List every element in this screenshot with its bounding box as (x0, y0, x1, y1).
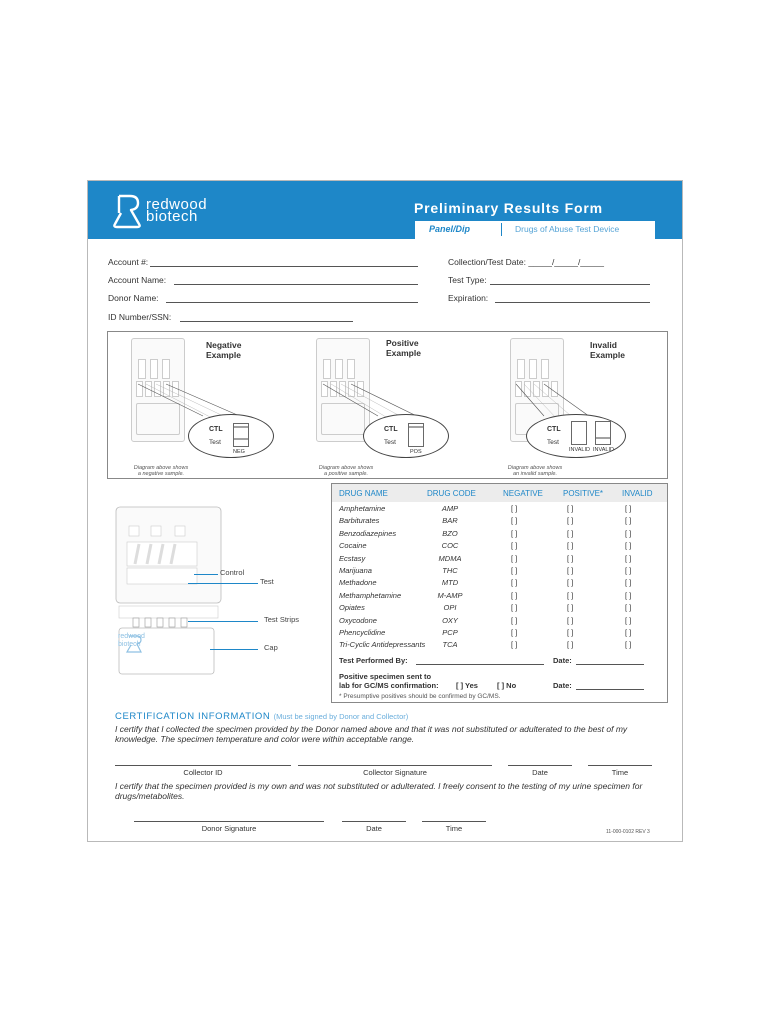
invalid-strip-icon-2 (595, 421, 611, 445)
invalid-checkbox[interactable]: [ ] (625, 504, 632, 513)
invalid-checkbox[interactable]: [ ] (625, 590, 632, 600)
negative-checkbox[interactable]: [ ] (511, 615, 518, 625)
table-row (332, 616, 667, 628)
test-label: Test (260, 577, 274, 586)
table-row (332, 516, 667, 528)
account-name-field[interactable] (174, 284, 418, 285)
positive-checkbox[interactable]: [ ] (567, 628, 574, 637)
ctl-label: CTL (547, 426, 561, 433)
positive-checkbox[interactable]: [ ] (567, 590, 574, 600)
invalid-checkbox[interactable]: [ ] (625, 528, 632, 538)
negative-checkbox[interactable]: [ ] (511, 640, 518, 650)
test-label: Test (384, 439, 396, 446)
cap-callout-line (210, 649, 258, 650)
donor-signature-label: Donor Signature (201, 824, 257, 833)
test-performed-by-label: Test Performed By: (339, 656, 408, 665)
positive-checkbox[interactable]: [ ] (567, 603, 574, 613)
drug-name-cell: Ecstasy (339, 553, 366, 563)
collector-time-label: Time (611, 768, 629, 777)
expiration-field[interactable] (495, 302, 650, 303)
expiration-label: Expiration: (448, 293, 489, 303)
invalid-checkbox[interactable]: [ ] (625, 603, 632, 613)
test-device-diagram (115, 506, 222, 675)
invalid-result-label-2: INVALID (593, 447, 614, 453)
negative-checkbox[interactable]: [ ] (511, 516, 518, 526)
table-row (332, 566, 667, 578)
drug-code-cell: THC (442, 566, 458, 575)
negative-checkbox[interactable]: [ ] (511, 553, 518, 563)
invalid-checkbox[interactable]: [ ] (625, 615, 632, 625)
negative-checkbox[interactable]: [ ] (511, 603, 518, 613)
table-row (332, 603, 667, 615)
invalid-result-label-1: INVALID (569, 447, 590, 453)
account-number-field[interactable] (150, 266, 418, 267)
drug-code-cell: MTD (441, 578, 459, 588)
drug-code-cell: OXY (442, 615, 458, 625)
table-row (332, 554, 667, 566)
certification-title (115, 711, 408, 722)
positive-checkbox[interactable]: [ ] (567, 528, 574, 538)
invalid-checkbox[interactable]: [ ] (625, 640, 632, 650)
example-caption-l1: Diagram above shows (318, 465, 374, 471)
control-label: Control (220, 568, 245, 577)
donor-date-label: Date (366, 824, 382, 833)
drug-code-cell: OPI (443, 603, 457, 613)
drug-name-cell: Oxycodone (339, 615, 377, 625)
negative-checkbox[interactable]: [ ] (511, 541, 518, 551)
ctl-label: CTL (209, 426, 223, 433)
redwood-logo-icon (110, 193, 144, 229)
collection-date-field[interactable]: Collection/Test Date: _____/_____/_____ (448, 257, 604, 267)
negative-checkbox[interactable]: [ ] (511, 504, 518, 513)
gcms-label-line2: lab for GC/MS confirmation: (339, 681, 439, 690)
negative-checkbox[interactable]: [ ] (511, 628, 518, 637)
subtitle-tab (415, 221, 655, 239)
table-row (332, 504, 667, 516)
invalid-checkbox[interactable]: [ ] (625, 628, 632, 637)
drug-code-cell: TCA (442, 640, 458, 650)
pos-result-label: POS (410, 449, 422, 455)
id-number-label: ID Number/SSN: (108, 312, 172, 322)
table-row (332, 578, 667, 590)
drug-results-table (331, 483, 668, 703)
table-row (332, 529, 667, 541)
device-logo-line2: biotech (118, 641, 141, 648)
drug-name-cell: Opiates (339, 603, 365, 613)
collector-date-label: Date (532, 768, 548, 777)
collector-signature-label: Collector Signature (363, 768, 427, 777)
col-invalid: INVALID (622, 489, 653, 498)
negative-checkbox[interactable]: [ ] (511, 590, 518, 600)
subtab-primary: Panel/Dip (429, 224, 471, 234)
ctl-label: CTL (384, 426, 398, 433)
drug-code-cell: BAR (442, 516, 458, 526)
drug-code-cell: COC (441, 541, 459, 551)
table-header (332, 484, 667, 502)
invalid-checkbox[interactable]: [ ] (625, 516, 632, 526)
collector-signature-field[interactable] (298, 765, 492, 766)
positive-example (293, 332, 480, 480)
id-number-field[interactable] (180, 321, 353, 322)
donor-time-field[interactable] (422, 821, 486, 822)
col-positive: POSITIVE* (563, 489, 604, 498)
negative-checkbox[interactable]: [ ] (511, 566, 518, 575)
gcms-yes-checkbox[interactable]: [ ] Yes (456, 681, 478, 690)
example-caption-l1: Diagram above shows (133, 465, 189, 471)
positive-checkbox[interactable]: [ ] (567, 640, 574, 650)
example-caption-l2: an invalid sample. (512, 471, 558, 477)
test-label: Test (209, 439, 221, 446)
gcms-note: * Presumptive positives should be confirmed by GC/MS. (339, 693, 501, 700)
drug-name-cell: Methamphetamine (339, 590, 402, 600)
example-title-l2: Example (386, 348, 421, 358)
positive-checkbox[interactable]: [ ] (567, 553, 574, 563)
example-title-l1: Invalid (590, 340, 617, 350)
account-number-label: Account #: (108, 257, 149, 267)
zoom-callout-icon (108, 332, 295, 480)
preliminary-results-form (87, 180, 683, 842)
table-row (332, 591, 667, 603)
certification-heading: CERTIFICATION INFORMATION (115, 711, 271, 722)
neg-result-label: NEG (233, 449, 245, 455)
negative-strip-icon (233, 423, 249, 447)
drug-name-cell: Barbiturates (339, 516, 380, 526)
example-title-l1: Positive (386, 338, 419, 348)
test-callout-line (188, 583, 258, 584)
invalid-checkbox[interactable]: [ ] (625, 566, 632, 575)
col-negative: NEGATIVE (503, 489, 543, 498)
subtab-divider (501, 223, 502, 236)
donor-time-label: Time (445, 824, 463, 833)
test-date-field[interactable] (576, 664, 644, 665)
collector-statement: I certify that I collected the specimen provided by the Donor named above and that it was not substituted or adulterated to the best of my knowledge. The specimen temperature and color were within acceptable range. (115, 724, 628, 744)
drug-name-cell: Amphetamine (339, 504, 386, 513)
test-date-label: Date: (553, 656, 572, 665)
invalid-checkbox[interactable]: [ ] (625, 553, 632, 563)
collector-id-field[interactable] (115, 765, 291, 766)
example-title-l2: Example (590, 350, 625, 360)
positive-checkbox[interactable]: [ ] (567, 541, 574, 551)
drug-name-cell: Tri-Cyclic Antidepressants (339, 640, 426, 650)
invalid-strip-icon-1 (571, 421, 587, 445)
cap-label: Cap (264, 643, 278, 652)
gcms-no-checkbox[interactable]: [ ] No (497, 681, 517, 690)
example-title-l2: Example (206, 350, 241, 360)
form-header (88, 181, 682, 239)
drug-code-cell: PCP (442, 628, 458, 637)
table-row (332, 628, 667, 640)
brand-name-line2: biotech (146, 208, 198, 225)
test-strips-label: Test Strips (264, 615, 300, 624)
negative-checkbox[interactable]: [ ] (511, 578, 518, 588)
donor-date-field[interactable] (342, 821, 406, 822)
invalid-checkbox[interactable]: [ ] (625, 541, 632, 551)
example-title-l1: Negative (206, 340, 242, 350)
gcms-date-field[interactable] (576, 689, 644, 690)
test-performed-by-field[interactable] (416, 664, 544, 665)
drug-code-cell: BZO (442, 528, 458, 538)
invalid-example (478, 332, 665, 480)
table-row (332, 640, 667, 652)
subtab-secondary: Drugs of Abuse Test Device (515, 224, 620, 234)
gcms-date-label: Date: (553, 681, 572, 690)
test-type-label: Test Type: (448, 275, 487, 285)
collector-date-field[interactable] (508, 765, 572, 766)
control-callout-line (194, 574, 218, 575)
device-logo-line1: redwood (118, 633, 145, 640)
col-drug-name: DRUG NAME (339, 489, 388, 498)
donor-name-label: Donor Name: (108, 293, 159, 303)
drug-code-cell: AMP (441, 504, 459, 513)
example-caption-l2: a negative sample. (137, 471, 185, 477)
positive-strip-icon (408, 423, 424, 447)
drug-code-cell: M-AMP (437, 590, 463, 600)
gcms-label-line1: Positive specimen sent to (339, 672, 432, 681)
positive-checkbox[interactable]: [ ] (567, 504, 574, 513)
brand-name-line1: redwood (146, 196, 208, 213)
drug-name-cell: Benzodiazepines (339, 528, 397, 538)
account-name-label: Account Name: (108, 275, 167, 285)
negative-example (108, 332, 295, 480)
donor-signature-field[interactable] (134, 821, 324, 822)
positive-zoom-oval (363, 414, 449, 458)
drug-code-cell: MDMA (438, 553, 462, 563)
positive-checkbox[interactable]: [ ] (567, 516, 574, 526)
invalid-zoom-oval (526, 414, 626, 458)
result-examples-panel (107, 331, 668, 479)
invalid-checkbox[interactable]: [ ] (625, 578, 632, 588)
drug-name-cell: Phencyclidine (339, 628, 386, 637)
drug-name-cell: Methadone (339, 578, 377, 588)
collector-time-field[interactable] (588, 765, 652, 766)
certification-subtitle: (Must be signed by Donor and Collector) (273, 712, 409, 721)
revision-number: 11-000-0102 REV 3 (606, 829, 650, 835)
negative-zoom-oval (188, 414, 274, 458)
positive-checkbox[interactable]: [ ] (567, 566, 574, 575)
collector-id-label: Collector ID (183, 768, 223, 777)
example-caption-l2: a positive sample. (323, 471, 369, 477)
donor-statement: I certify that the specimen provided is my own and was not substituted or adulterated. I freely consent to the testing of my urine specimen for drugs/metabolites. (115, 781, 643, 801)
positive-checkbox[interactable]: [ ] (567, 578, 574, 588)
test-label: Test (547, 439, 559, 446)
col-drug-code: DRUG CODE (427, 489, 476, 498)
table-row (332, 541, 667, 553)
form-title: Preliminary Results Form (414, 200, 603, 216)
test-strips-callout-line (188, 621, 258, 622)
positive-checkbox[interactable]: [ ] (567, 615, 574, 625)
device-cap-logo-text (118, 633, 145, 649)
drug-name-cell: Cocaine (339, 541, 367, 551)
donor-name-field[interactable] (166, 302, 418, 303)
negative-checkbox[interactable]: [ ] (511, 528, 518, 538)
drug-name-cell: Marijuana (339, 566, 372, 575)
test-type-field[interactable] (490, 284, 650, 285)
example-caption-l1: Diagram above shows (507, 465, 563, 471)
